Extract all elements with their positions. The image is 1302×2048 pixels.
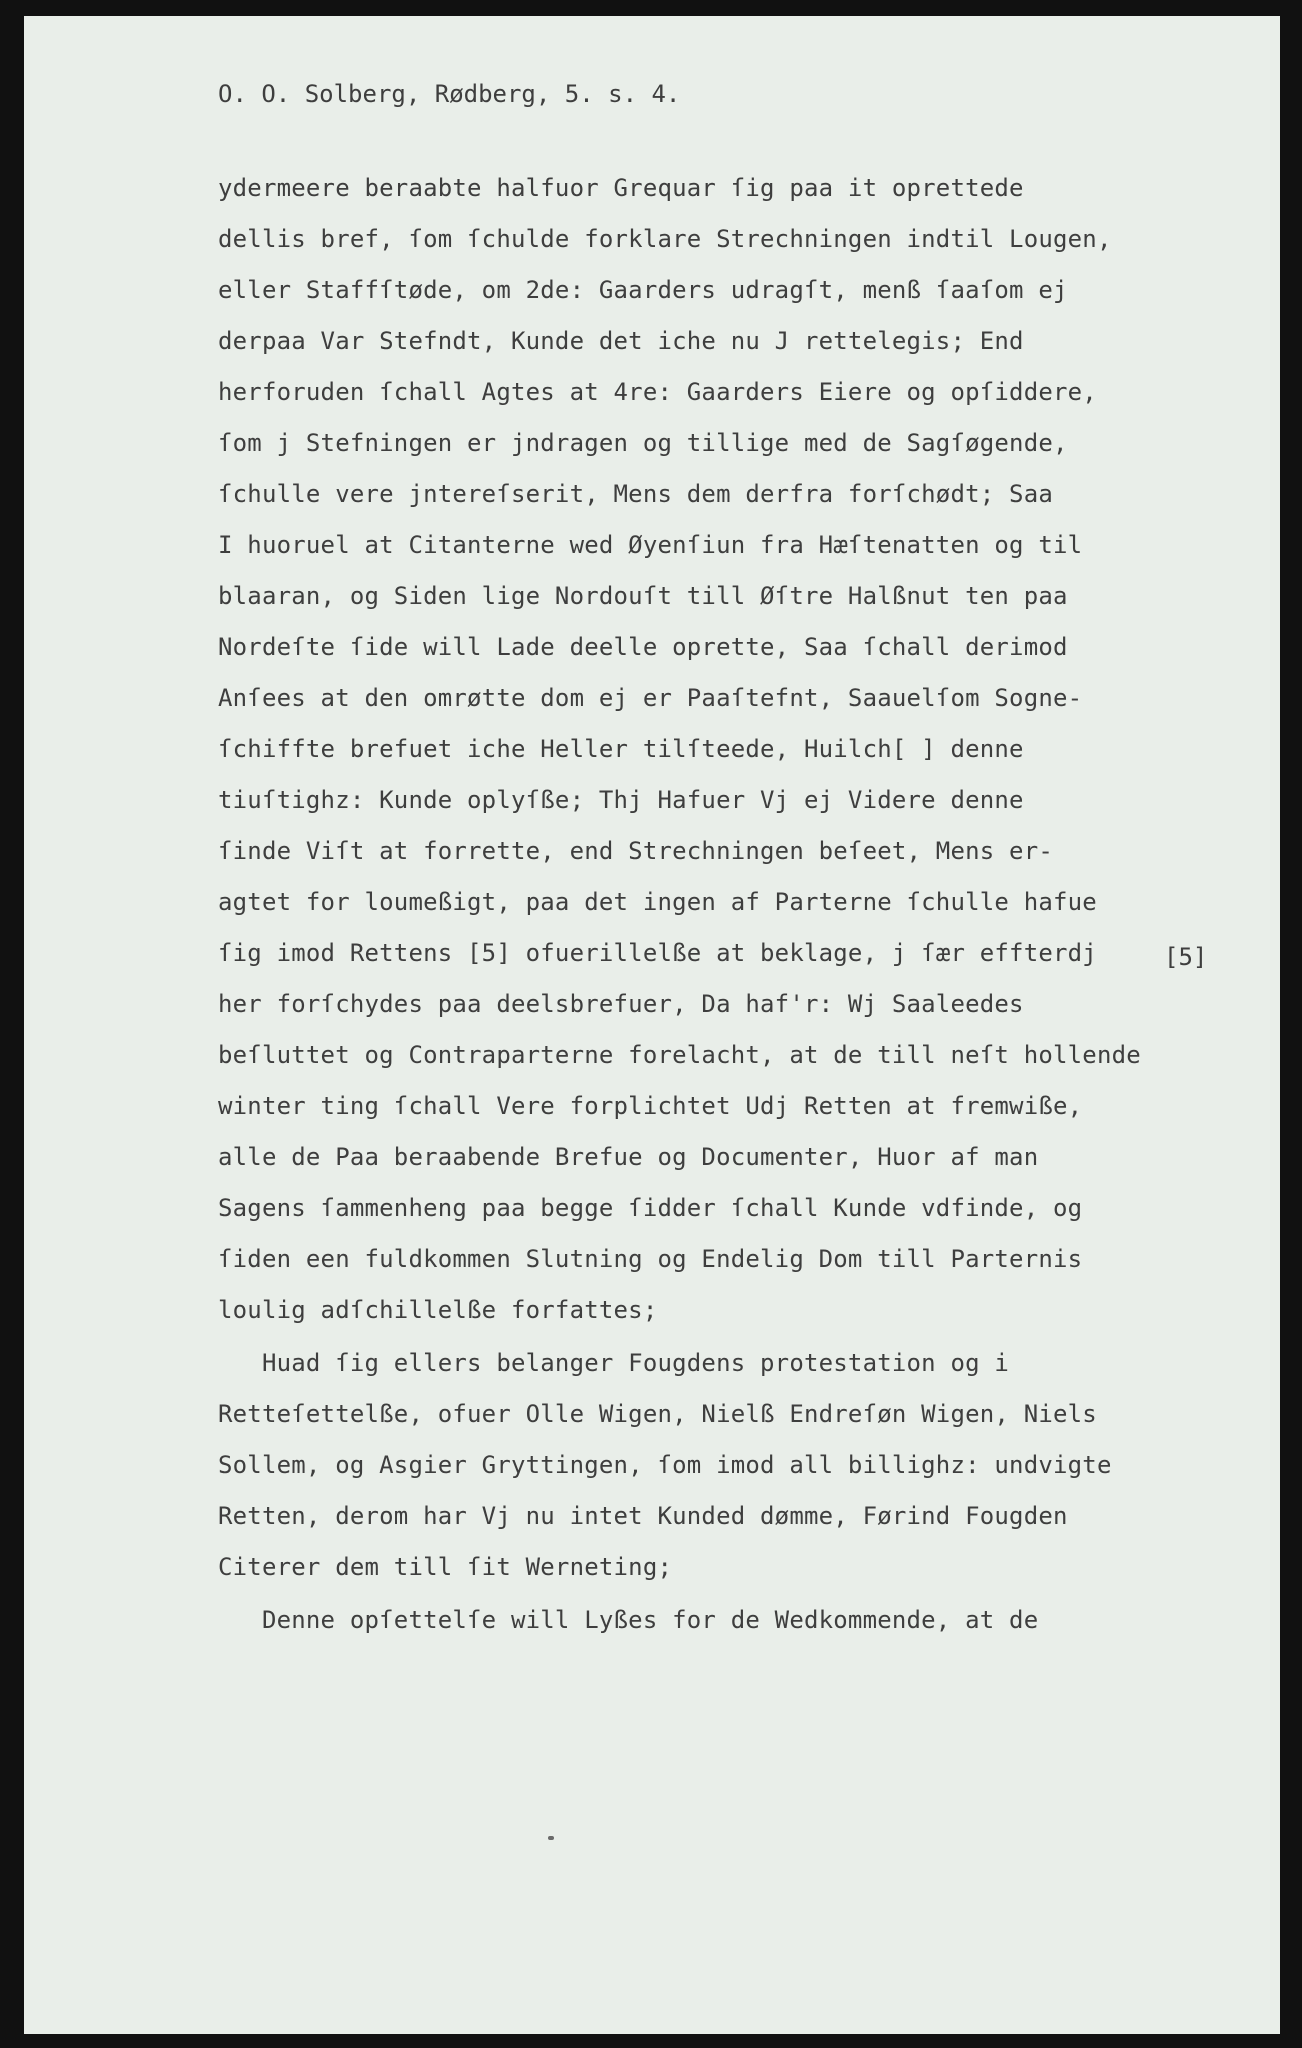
text-line: ſchulle vere jntereſserit, Mens dem derfra forſchødt; Saa [218,480,1054,508]
text-line: ſinde Viſt at forrette, end Strechningen beſeet, Mens er- [218,837,1054,865]
text-line: derpaa Var Stefndt, Kunde det iche nu J rettelegis; End [218,327,1024,355]
ink-speck [548,1836,554,1840]
text-line: Denne opſettelſe will Lyßes for de Wedkommende, at de [218,1606,1039,1634]
text-line: blaaran, og Siden lige Nordouſt till Øſtre Halßnut ten paa [218,582,1068,610]
text-line: loulig adſchillelße forfattes; [218,1296,658,1324]
document-page [24,16,1280,2034]
text-line: Retteſettelße, ofuer Olle Wigen, Nielß Endreſøn Wigen, Niels [218,1400,1097,1428]
text-line: ydermeere beraabte halfuor Grequar ſig paa it oprettede [218,174,1024,202]
text-line: herforuden ſchall Agtes at 4re: Gaarders Eiere og opſiddere, [218,378,1097,406]
text-line: Sagens ſammenheng paa begge ſidder ſchall Kunde vdfinde, og [218,1194,1083,1222]
text-line: Citerer dem till ſit Werneting; [218,1553,673,1581]
text-line: ſom j Stefningen er jndragen og tillige med de Sagſøgende, [218,429,1068,457]
text-line: beſluttet og Contraparterne forelacht, at de till neſt hollende [218,1041,1141,1069]
text-line: ſig imod Rettens [5] ofuerillelße at beklage, j ſær effterdj [218,939,1097,967]
text-line: Retten, derom har Vj nu intet Kunded dømme, Førind Fougden [218,1502,1068,1530]
text-line: alle de Paa beraabende Brefue og Documenter, Huor af man [218,1143,1039,1171]
text-line: eller Staffſtøde, om 2de: Gaarders udragſt, menß ſaaſom ej [218,276,1068,304]
text-line: Nordeſte ſide will Lade deelle oprette, Saa ſchall derimod [218,633,1068,661]
text-line: her forſchydes paa deelsbrefuer, Da haf'r: Wj Saaleedes [218,990,1024,1018]
text-line: Sollem, og Asgier Gryttingen, ſom imod all billighz: undvigte [218,1451,1112,1479]
text-line: I huoruel at Citanterne wed Øyenſiun fra Hæſtenatten og til [218,531,1083,559]
text-line: agtet for loumeßigt, paa det ingen af Parterne ſchulle hafue [218,888,1097,916]
text-line: tiuſtighz: Kunde oplyſße; Thj Hafuer Vj ej Videre denne [218,786,1024,814]
text-line: Anſees at den omrøtte dom ej er Paaſtefnt, Saauelſom Sogne- [218,684,1083,712]
text-line: ſiden een fuldkommen Slutning og Endelig Dom till Parternis [218,1245,1083,1273]
text-line: dellis bref, ſom ſchulde forklare Strechningen indtil Lougen, [218,225,1112,253]
margin-page-reference: [5] [1164,943,1208,971]
text-line: ſchiffte brefuet iche Heller tilſteede, Huilch[ ] denne [218,735,1024,763]
document-header: O. O. Solberg, Rødberg, 5. s. 4. [218,80,681,108]
text-line: winter ting ſchall Vere forplichtet Udj Retten at fremwiße, [218,1092,1083,1120]
text-line: Huad ſig ellers belanger Fougdens protestation og i [218,1349,1010,1377]
